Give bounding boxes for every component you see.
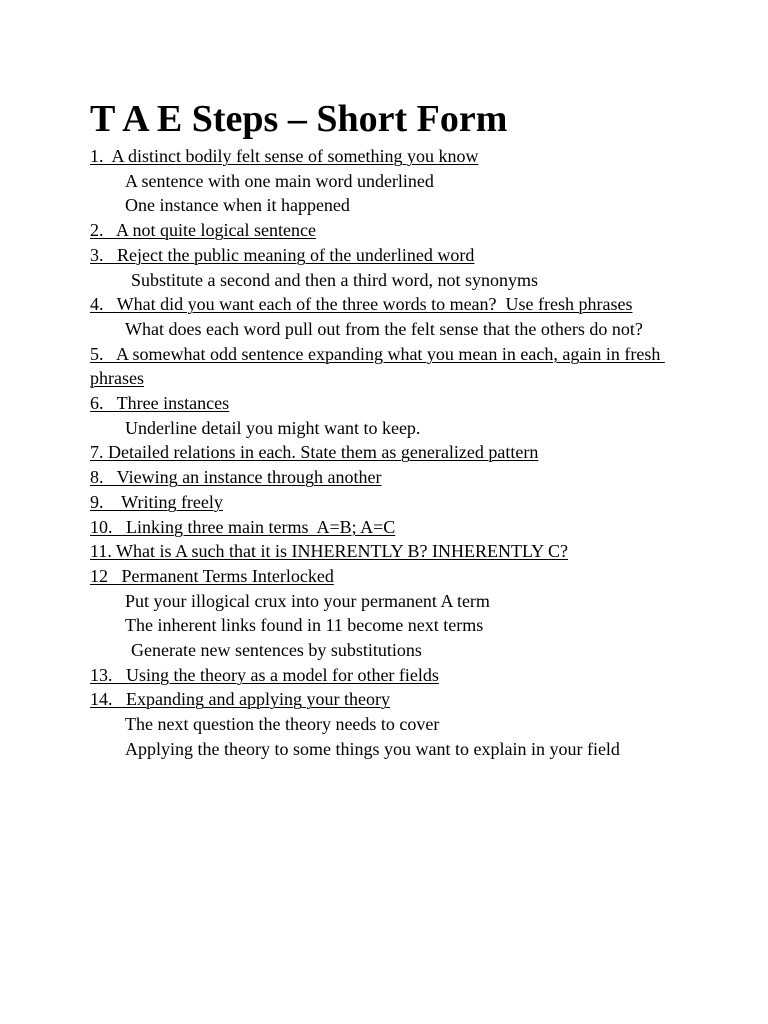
step-12-heading: 12 Permanent Terms Interlocked	[90, 565, 334, 586]
step-1-detail-1: A sentence with one main word underlined	[125, 170, 434, 191]
document-page	[90, 96, 690, 762]
step-3-detail-1: Substitute a second and then a third word, not synonyms	[131, 269, 538, 290]
step-4-heading: 4. What did you want each of the three words to mean? Use fresh phrases	[90, 294, 633, 315]
step-4-detail-1: What does each word pull out from the felt sense that the others do not?	[125, 318, 643, 339]
step-5-heading: 5. A somewhat odd sentence expanding what you mean in each, again in fresh phrases	[90, 343, 665, 389]
step-14-detail-2: Applying the theory to some things you want to explain in your field	[125, 738, 620, 759]
step-13-heading: 13. Using the theory as a model for other fields	[90, 664, 439, 685]
step-12-detail-2: The inherent links found in 11 become next terms	[125, 615, 484, 636]
step-2-heading: 2. A not quite logical sentence	[90, 220, 316, 241]
step-12-detail-1: Put your illogical crux into your permanent A term	[125, 590, 490, 611]
step-3-heading: 3. Reject the public meaning of the underlined word	[90, 244, 475, 265]
step-1-heading: 1. A distinct bodily felt sense of something you know	[90, 146, 479, 166]
step-12-detail-3: Generate new sentences by substitutions	[131, 640, 422, 661]
step-1-detail-2: One instance when it happened	[125, 195, 350, 216]
step-9-heading: 9. Writing freely	[90, 491, 223, 512]
step-14-heading: 14. Expanding and applying your theory	[90, 689, 390, 710]
step-10-heading: 10. Linking three main terms A=B; A=C	[90, 516, 396, 537]
step-14-detail-1: The next question the theory needs to cover	[125, 714, 440, 735]
page-title: T A E Steps – Short Form	[90, 98, 508, 140]
step-7-heading: 7. Detailed relations in each. State them as generalized pattern	[90, 442, 539, 463]
step-6-heading: 6. Three instances	[90, 393, 230, 414]
step-8-heading: 8. Viewing an instance through another	[90, 467, 382, 488]
step-6-detail-1: Underline detail you might want to keep.	[125, 417, 421, 438]
step-11-heading: 11. What is A such that it is INHERENTLY B? INHERENTLY C?	[90, 541, 569, 562]
